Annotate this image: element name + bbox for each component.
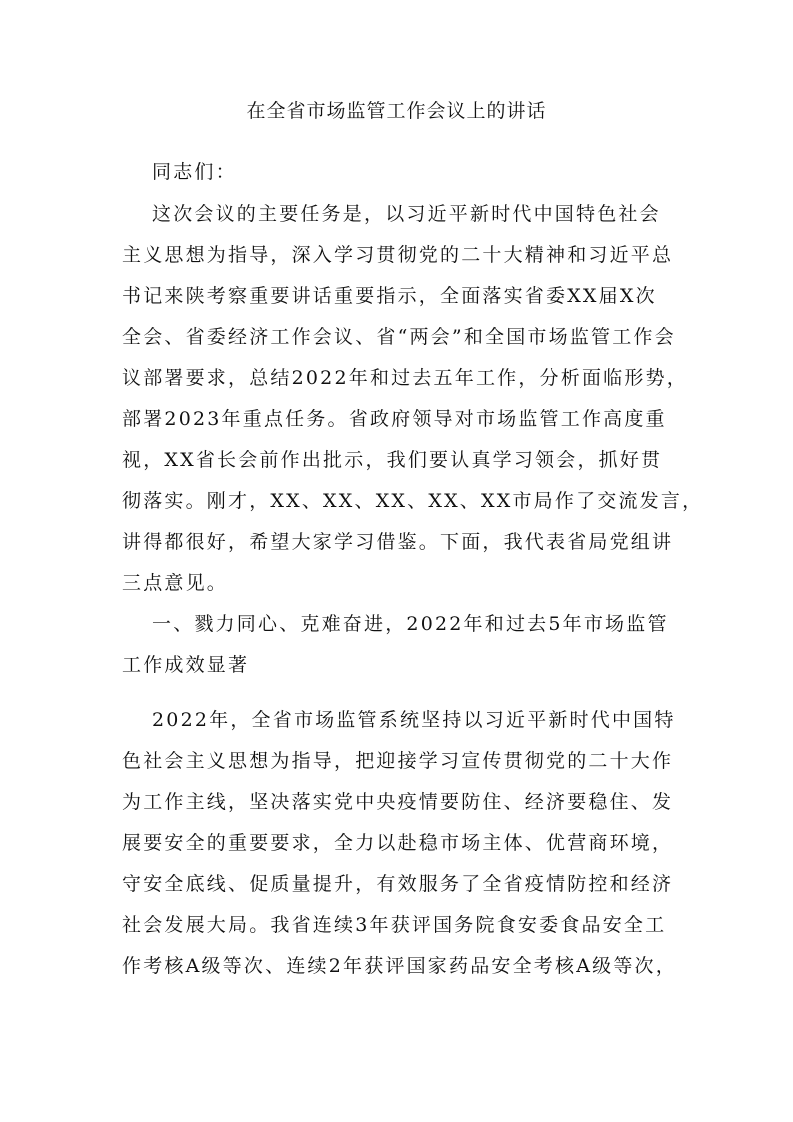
paragraph-line: 2022年，全省市场监管系统坚持以习近平新时代中国特 [152, 709, 676, 731]
paragraph-line: 为工作主线，坚决落实党中央疫情要防住、经济要稳住、发 [122, 791, 674, 813]
paragraph-line: 展要安全的重要要求，全力以赴稳市场主体、优营商环境， [122, 832, 674, 854]
paragraph-line: 彻落实。刚才，XX、XX、XX、XX、XX市局作了交流发言， [122, 490, 704, 512]
paragraph-line: 视，XX省长会前作出批示，我们要认真学习领会，抓好贯 [122, 449, 663, 471]
paragraph-line: 作考核A级等次、连续2年获评国家药品安全考核A级等次， [122, 955, 677, 977]
paragraph-line: 书记来陕考察重要讲话重要指示，全面落实省委XX届X次 [122, 285, 657, 307]
paragraph-line: 社会发展大局。我省连续3年获评国务院食安委食品安全工 [122, 914, 667, 936]
paragraph-line: 全会、省委经济工作会议、省“两会”和全国市场监管工作会 [122, 326, 676, 348]
document-title: 在全省市场监管工作会议上的讲话 [246, 100, 547, 122]
paragraph-line: 守安全底线、促质量提升，有效服务了全省疫情防控和经济 [122, 873, 674, 895]
section-heading-line: 一、戮力同心、克难奋进，2022年和过去5年市场监管 [152, 613, 669, 635]
paragraph-line: 色社会主义思想为指导，把迎接学习宣传贯彻党的二十大作 [122, 750, 674, 772]
paragraph-line: 三点意见。 [122, 572, 229, 594]
section-heading-line: 工作成效显著 [122, 654, 250, 676]
paragraph-line: 这次会议的主要任务是，以习近平新时代中国特色社会 [152, 203, 661, 225]
paragraph-line: 主义思想为指导，深入学习贯彻党的二十大精神和习近平总 [122, 244, 674, 266]
paragraph-line: 议部署要求，总结2022年和过去五年工作，分析面临形势， [122, 367, 688, 389]
salutation: 同志们： [152, 161, 237, 183]
paragraph-line: 部署2023年重点任务。省政府领导对市场监管工作高度重 [122, 408, 667, 430]
paragraph-line: 讲得都很好，希望大家学习借鉴。下面，我代表省局党组讲 [122, 531, 674, 553]
